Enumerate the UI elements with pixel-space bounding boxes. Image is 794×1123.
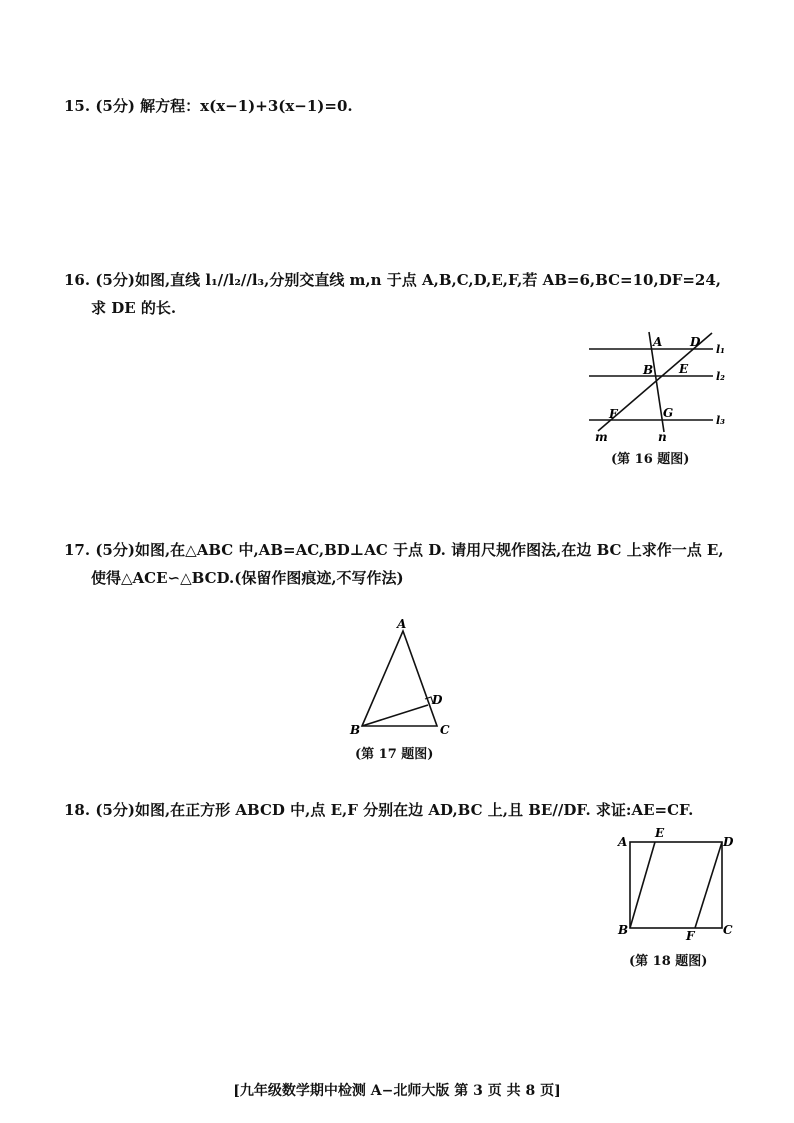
question-16-line-1: 16. (5分)如图,直线 l₁//l₂//l₃,分别交直线 m,n 于点 A,B,C,D,E,F,若 AB=6,BC=10,DF=24, xyxy=(64,271,722,289)
question-17-line-1: 17. (5分)如图,在△ABC 中,AB=AC,BD⊥AC 于点 D. 请用尺规作图法,在边 BC 上求作一点 E, xyxy=(64,541,724,559)
label-m: m xyxy=(595,430,608,443)
label-G: G xyxy=(663,406,674,420)
question-17-line-2: 使得△ACE∽△BCD.(保留作图痕迹,不写作法) xyxy=(91,569,404,587)
label-D: D xyxy=(723,835,734,849)
segment-bd xyxy=(362,705,428,726)
label-l2: l₂ xyxy=(716,370,725,383)
triangle-abc xyxy=(362,631,437,726)
segment-df xyxy=(695,842,722,928)
label-D: D xyxy=(432,693,443,707)
label-F: F xyxy=(609,407,618,421)
question-18 xyxy=(64,796,693,824)
label-C: C xyxy=(440,723,450,737)
page-footer: [九年级数学期中检测 A−北师大版 第 3 页 共 8 页] xyxy=(233,1083,561,1099)
figure-16-caption: (第 16 题图) xyxy=(611,452,690,467)
label-F: F xyxy=(686,929,695,942)
figure-18-caption: (第 18 题图) xyxy=(629,954,708,969)
question-18-line-1: 18. (5分)如图,在正方形 ABCD 中,点 E,F 分别在边 AD,BC 上,且 BE//DF. 求证:AE=CF. xyxy=(64,801,694,819)
question-17 xyxy=(64,536,724,592)
figure-17 xyxy=(340,618,460,740)
label-B: B xyxy=(350,723,361,737)
figure-18 xyxy=(615,826,740,942)
figure-16 xyxy=(585,328,735,443)
label-A: A xyxy=(618,835,628,849)
question-16-line-2: 求 DE 的长. xyxy=(91,299,177,317)
label-A: A xyxy=(653,335,663,349)
label-l1: l₁ xyxy=(716,343,725,356)
label-l3: l₃ xyxy=(716,414,725,427)
question-15-text: 15. (5分) 解方程：x(x−1)+3(x−1)=0. xyxy=(64,97,353,115)
label-C: C xyxy=(723,923,733,937)
question-16 xyxy=(64,266,721,322)
label-B: B xyxy=(618,923,629,937)
label-E: E xyxy=(655,826,665,840)
label-B: B xyxy=(643,363,654,377)
label-A: A xyxy=(397,618,407,631)
label-D: D xyxy=(690,335,701,349)
label-n: n xyxy=(658,430,667,443)
figure-17-caption: (第 17 题图) xyxy=(355,747,434,762)
question-15 xyxy=(64,92,353,120)
label-E: E xyxy=(679,362,689,376)
segment-be xyxy=(630,842,655,928)
